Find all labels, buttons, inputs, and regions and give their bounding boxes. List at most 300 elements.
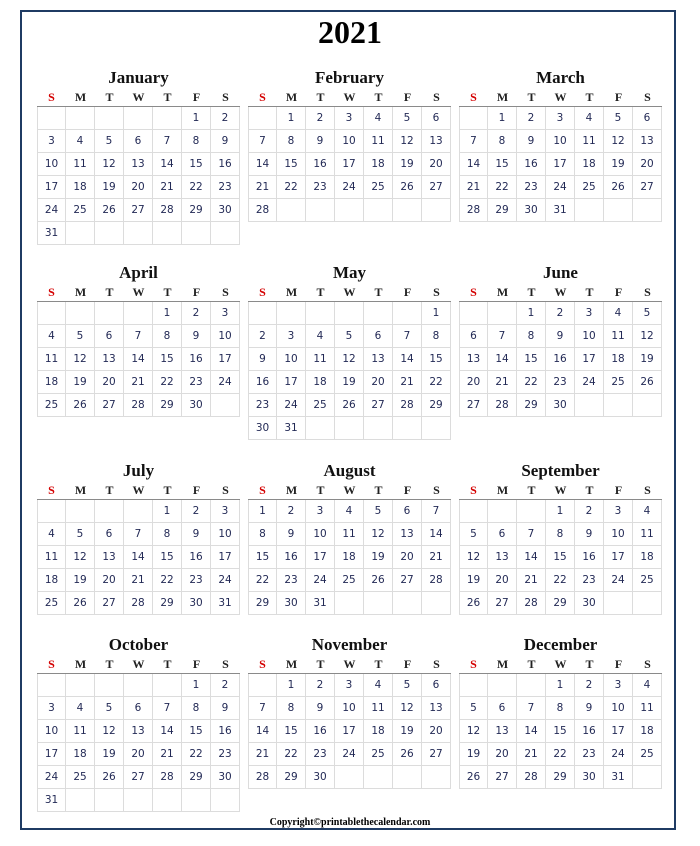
day-cell: 24 — [604, 569, 633, 592]
day-cell: 14 — [422, 523, 451, 546]
weekday-header: S — [644, 657, 651, 671]
empty-day-cell — [153, 222, 182, 245]
day-cell: 21 — [517, 569, 546, 592]
day-cell: 2 — [182, 302, 211, 325]
day-cell: 5 — [459, 697, 488, 720]
month-march — [459, 67, 662, 222]
day-cell: 13 — [393, 523, 422, 546]
day-cell: 16 — [575, 546, 604, 569]
day-cell: 14 — [248, 153, 277, 176]
day-cell: 30 — [517, 199, 546, 222]
day-cell: 15 — [488, 153, 517, 176]
day-cell: 22 — [546, 569, 575, 592]
day-cell: 2 — [517, 107, 546, 130]
day-cell: 27 — [124, 766, 153, 789]
day-cell: 19 — [66, 569, 95, 592]
day-cell: 9 — [306, 130, 335, 153]
day-cell: 25 — [633, 569, 662, 592]
day-cell: 8 — [488, 130, 517, 153]
empty-day-cell — [335, 766, 364, 789]
day-cell: 11 — [37, 546, 66, 569]
day-cell: 15 — [182, 720, 211, 743]
day-cell: 1 — [277, 674, 306, 697]
day-cell: 13 — [422, 697, 451, 720]
day-cell: 16 — [517, 153, 546, 176]
weekday-header: M — [285, 90, 298, 104]
month-name: July — [122, 461, 155, 480]
day-cell: 15 — [182, 153, 211, 176]
day-cell: 3 — [604, 500, 633, 523]
day-cell: 29 — [546, 766, 575, 789]
weekday-header: S — [433, 657, 440, 671]
day-cell: 8 — [153, 325, 182, 348]
day-cell: 29 — [517, 394, 546, 417]
day-cell: 21 — [124, 371, 153, 394]
day-cell: 12 — [364, 523, 393, 546]
day-cell: 27 — [633, 176, 662, 199]
day-cell: 14 — [124, 546, 153, 569]
day-cell: 14 — [517, 720, 546, 743]
day-cell: 15 — [546, 720, 575, 743]
day-cell: 15 — [546, 546, 575, 569]
empty-day-cell — [66, 302, 95, 325]
day-cell: 28 — [517, 766, 546, 789]
day-cell: 19 — [393, 153, 422, 176]
day-cell: 4 — [575, 107, 604, 130]
day-cell: 14 — [153, 720, 182, 743]
day-cell: 6 — [422, 674, 451, 697]
empty-day-cell — [248, 107, 277, 130]
month-name: February — [315, 68, 384, 87]
weekday-header: T — [163, 483, 172, 497]
weekday-header-row — [248, 89, 451, 107]
day-cell: 24 — [335, 743, 364, 766]
day-cell: 28 — [459, 199, 488, 222]
weekday-header: T — [374, 657, 383, 671]
day-cell: 25 — [37, 394, 66, 417]
day-cell: 13 — [124, 720, 153, 743]
weekday-header: T — [585, 483, 594, 497]
empty-day-cell — [575, 394, 604, 417]
empty-day-cell — [422, 592, 451, 615]
day-cell: 15 — [277, 720, 306, 743]
empty-day-cell — [66, 222, 95, 245]
day-grid — [248, 302, 451, 440]
day-cell: 5 — [364, 500, 393, 523]
day-cell: 4 — [66, 697, 95, 720]
day-cell: 4 — [335, 500, 364, 523]
day-cell: 18 — [364, 720, 393, 743]
empty-day-cell — [211, 789, 240, 812]
day-cell: 16 — [182, 546, 211, 569]
day-cell: 16 — [306, 153, 335, 176]
day-cell: 21 — [459, 176, 488, 199]
month-name: June — [543, 263, 578, 282]
day-cell: 15 — [248, 546, 277, 569]
day-grid — [248, 674, 451, 789]
weekday-header: S — [470, 483, 477, 497]
weekday-header: S — [48, 285, 55, 299]
day-cell: 2 — [306, 107, 335, 130]
weekday-header: W — [132, 483, 145, 497]
day-cell: 16 — [248, 371, 277, 394]
empty-day-cell — [37, 674, 66, 697]
month-february — [248, 67, 451, 222]
day-cell: 26 — [633, 371, 662, 394]
weekday-header: T — [316, 90, 325, 104]
day-cell: 2 — [277, 500, 306, 523]
day-cell: 20 — [393, 546, 422, 569]
day-cell: 17 — [37, 176, 66, 199]
day-cell: 6 — [488, 523, 517, 546]
day-cell: 8 — [546, 523, 575, 546]
weekday-header: W — [554, 90, 567, 104]
day-cell: 18 — [66, 743, 95, 766]
day-cell: 9 — [182, 325, 211, 348]
day-cell: 13 — [364, 348, 393, 371]
day-cell: 6 — [364, 325, 393, 348]
day-cell: 9 — [306, 697, 335, 720]
day-cell: 3 — [37, 130, 66, 153]
day-cell: 7 — [459, 130, 488, 153]
day-cell: 8 — [277, 130, 306, 153]
weekday-header: M — [496, 285, 509, 299]
day-cell: 31 — [604, 766, 633, 789]
day-cell: 29 — [248, 592, 277, 615]
day-cell: 29 — [182, 766, 211, 789]
day-cell: 15 — [153, 348, 182, 371]
day-cell: 18 — [335, 546, 364, 569]
day-cell: 5 — [335, 325, 364, 348]
day-cell: 10 — [211, 523, 240, 546]
day-grid — [459, 302, 662, 417]
day-cell: 30 — [248, 417, 277, 440]
day-cell: 30 — [182, 394, 211, 417]
day-cell: 20 — [488, 743, 517, 766]
day-cell: 12 — [459, 720, 488, 743]
weekday-header: S — [644, 483, 651, 497]
day-cell: 2 — [211, 107, 240, 130]
day-cell: 18 — [37, 569, 66, 592]
empty-day-cell — [248, 302, 277, 325]
day-cell: 3 — [306, 500, 335, 523]
day-cell: 1 — [546, 500, 575, 523]
day-cell: 12 — [335, 348, 364, 371]
day-cell: 23 — [306, 743, 335, 766]
day-cell: 26 — [604, 176, 633, 199]
weekday-header: S — [433, 90, 440, 104]
day-grid — [37, 500, 240, 615]
empty-day-cell — [124, 500, 153, 523]
empty-day-cell — [37, 500, 66, 523]
empty-day-cell — [277, 199, 306, 222]
empty-day-cell — [66, 674, 95, 697]
day-cell: 21 — [248, 743, 277, 766]
day-cell: 8 — [517, 325, 546, 348]
day-cell: 23 — [517, 176, 546, 199]
day-cell: 17 — [277, 371, 306, 394]
day-cell: 8 — [153, 523, 182, 546]
weekday-header: W — [554, 285, 567, 299]
month-name: April — [119, 263, 158, 282]
day-cell: 1 — [546, 674, 575, 697]
day-cell: 27 — [364, 394, 393, 417]
day-cell: 31 — [211, 592, 240, 615]
weekday-header: M — [285, 285, 298, 299]
weekday-header: S — [222, 657, 229, 671]
day-cell: 16 — [546, 348, 575, 371]
day-cell: 13 — [422, 130, 451, 153]
day-cell: 1 — [153, 500, 182, 523]
day-cell: 7 — [124, 325, 153, 348]
day-cell: 10 — [211, 325, 240, 348]
day-cell: 3 — [335, 107, 364, 130]
weekday-header: F — [192, 483, 201, 497]
day-cell: 23 — [211, 176, 240, 199]
month-name: September — [521, 461, 600, 480]
day-cell: 9 — [575, 523, 604, 546]
day-cell: 6 — [124, 130, 153, 153]
day-cell: 18 — [37, 371, 66, 394]
day-cell: 13 — [459, 348, 488, 371]
month-july — [37, 460, 240, 615]
weekday-header: T — [316, 285, 325, 299]
weekday-header: W — [343, 483, 356, 497]
weekday-header: T — [527, 483, 536, 497]
weekday-header: M — [74, 483, 87, 497]
month-name: March — [536, 68, 585, 87]
empty-day-cell — [422, 417, 451, 440]
day-cell: 12 — [459, 546, 488, 569]
day-cell: 7 — [517, 697, 546, 720]
day-cell: 4 — [633, 674, 662, 697]
weekday-header-row — [459, 656, 662, 674]
weekday-header: T — [527, 285, 536, 299]
weekday-header: T — [105, 657, 114, 671]
weekday-header: S — [48, 657, 55, 671]
day-cell: 6 — [393, 500, 422, 523]
day-cell: 5 — [95, 130, 124, 153]
day-cell: 18 — [364, 153, 393, 176]
day-cell: 22 — [488, 176, 517, 199]
day-cell: 24 — [37, 766, 66, 789]
day-cell: 17 — [604, 546, 633, 569]
day-cell: 23 — [575, 569, 604, 592]
day-cell: 20 — [364, 371, 393, 394]
empty-day-cell — [604, 199, 633, 222]
weekday-header: F — [614, 285, 623, 299]
day-cell: 23 — [211, 743, 240, 766]
day-cell: 20 — [124, 743, 153, 766]
day-cell: 21 — [393, 371, 422, 394]
empty-day-cell — [95, 107, 124, 130]
day-cell: 2 — [182, 500, 211, 523]
weekday-header: S — [259, 90, 266, 104]
day-cell: 4 — [306, 325, 335, 348]
day-cell: 4 — [37, 325, 66, 348]
day-cell: 19 — [95, 743, 124, 766]
empty-day-cell — [488, 500, 517, 523]
day-grid — [248, 500, 451, 615]
day-cell: 7 — [124, 523, 153, 546]
day-cell: 28 — [393, 394, 422, 417]
month-name: January — [108, 68, 169, 87]
day-cell: 27 — [488, 766, 517, 789]
day-cell: 31 — [277, 417, 306, 440]
day-cell: 16 — [277, 546, 306, 569]
day-cell: 10 — [37, 153, 66, 176]
day-cell: 27 — [422, 176, 451, 199]
day-cell: 18 — [604, 348, 633, 371]
weekday-header: M — [74, 657, 87, 671]
weekday-header-row — [459, 284, 662, 302]
day-cell: 7 — [153, 697, 182, 720]
empty-day-cell — [277, 302, 306, 325]
day-cell: 26 — [95, 199, 124, 222]
empty-day-cell — [66, 500, 95, 523]
empty-day-cell — [422, 766, 451, 789]
day-cell: 7 — [393, 325, 422, 348]
day-cell: 23 — [575, 743, 604, 766]
day-cell: 14 — [153, 153, 182, 176]
day-cell: 14 — [393, 348, 422, 371]
empty-day-cell — [95, 222, 124, 245]
day-cell: 3 — [211, 302, 240, 325]
day-cell: 15 — [517, 348, 546, 371]
day-cell: 19 — [66, 371, 95, 394]
day-cell: 25 — [335, 569, 364, 592]
empty-day-cell — [633, 592, 662, 615]
day-cell: 17 — [335, 153, 364, 176]
day-cell: 26 — [459, 592, 488, 615]
day-cell: 7 — [488, 325, 517, 348]
weekday-header: S — [259, 657, 266, 671]
empty-day-cell — [364, 302, 393, 325]
day-cell: 19 — [335, 371, 364, 394]
day-cell: 4 — [364, 674, 393, 697]
day-cell: 11 — [66, 720, 95, 743]
day-cell: 3 — [604, 674, 633, 697]
empty-day-cell — [393, 766, 422, 789]
year-title: 2021 — [318, 14, 382, 50]
day-cell: 24 — [277, 394, 306, 417]
day-cell: 26 — [335, 394, 364, 417]
day-cell: 20 — [459, 371, 488, 394]
empty-day-cell — [459, 500, 488, 523]
day-cell: 31 — [546, 199, 575, 222]
empty-day-cell — [37, 302, 66, 325]
day-cell: 2 — [575, 500, 604, 523]
month-name: December — [523, 635, 598, 654]
weekday-header: S — [470, 285, 477, 299]
day-cell: 20 — [488, 569, 517, 592]
weekday-header: M — [74, 285, 87, 299]
day-cell: 25 — [37, 592, 66, 615]
weekday-header: S — [470, 90, 477, 104]
weekday-header: M — [285, 483, 298, 497]
empty-day-cell — [306, 417, 335, 440]
day-cell: 7 — [248, 697, 277, 720]
empty-day-cell — [211, 394, 240, 417]
empty-day-cell — [517, 674, 546, 697]
day-cell: 13 — [95, 348, 124, 371]
day-cell: 2 — [211, 674, 240, 697]
weekday-header: S — [433, 285, 440, 299]
day-cell: 5 — [393, 107, 422, 130]
day-cell: 1 — [277, 107, 306, 130]
weekday-header: F — [614, 90, 623, 104]
day-cell: 11 — [633, 523, 662, 546]
empty-day-cell — [633, 394, 662, 417]
day-cell: 17 — [37, 743, 66, 766]
day-cell: 12 — [95, 153, 124, 176]
day-cell: 20 — [633, 153, 662, 176]
day-cell: 23 — [306, 176, 335, 199]
weekday-header: W — [554, 483, 567, 497]
empty-day-cell — [604, 394, 633, 417]
weekday-header: W — [343, 90, 356, 104]
day-cell: 19 — [633, 348, 662, 371]
day-cell: 1 — [422, 302, 451, 325]
day-cell: 19 — [459, 743, 488, 766]
day-cell: 10 — [604, 523, 633, 546]
day-cell: 4 — [66, 130, 95, 153]
day-cell: 27 — [95, 592, 124, 615]
day-cell: 29 — [153, 394, 182, 417]
empty-day-cell — [211, 222, 240, 245]
empty-day-cell — [335, 302, 364, 325]
day-cell: 29 — [546, 592, 575, 615]
day-cell: 21 — [422, 546, 451, 569]
weekday-header: F — [403, 90, 412, 104]
day-cell: 26 — [393, 176, 422, 199]
weekday-header: T — [585, 90, 594, 104]
empty-day-cell — [124, 789, 153, 812]
day-cell: 8 — [248, 523, 277, 546]
day-cell: 3 — [37, 697, 66, 720]
month-name: October — [108, 635, 169, 654]
day-cell: 1 — [182, 107, 211, 130]
day-cell: 11 — [66, 153, 95, 176]
weekday-header: S — [644, 90, 651, 104]
day-cell: 25 — [633, 743, 662, 766]
day-cell: 17 — [546, 153, 575, 176]
day-cell: 23 — [277, 569, 306, 592]
month-january — [37, 67, 240, 245]
empty-day-cell — [248, 674, 277, 697]
empty-day-cell — [153, 107, 182, 130]
day-cell: 30 — [546, 394, 575, 417]
day-cell: 14 — [124, 348, 153, 371]
empty-day-cell — [393, 199, 422, 222]
day-cell: 18 — [633, 720, 662, 743]
day-cell: 9 — [575, 697, 604, 720]
day-cell: 30 — [211, 199, 240, 222]
month-june — [459, 262, 662, 417]
weekday-header: T — [316, 657, 325, 671]
day-cell: 24 — [335, 176, 364, 199]
day-cell: 24 — [546, 176, 575, 199]
day-cell: 6 — [95, 523, 124, 546]
day-cell: 27 — [488, 592, 517, 615]
day-cell: 24 — [211, 371, 240, 394]
weekday-header: M — [285, 657, 298, 671]
day-cell: 6 — [488, 697, 517, 720]
day-cell: 29 — [182, 199, 211, 222]
day-cell: 3 — [211, 500, 240, 523]
day-grid — [459, 674, 662, 789]
day-cell: 11 — [633, 697, 662, 720]
